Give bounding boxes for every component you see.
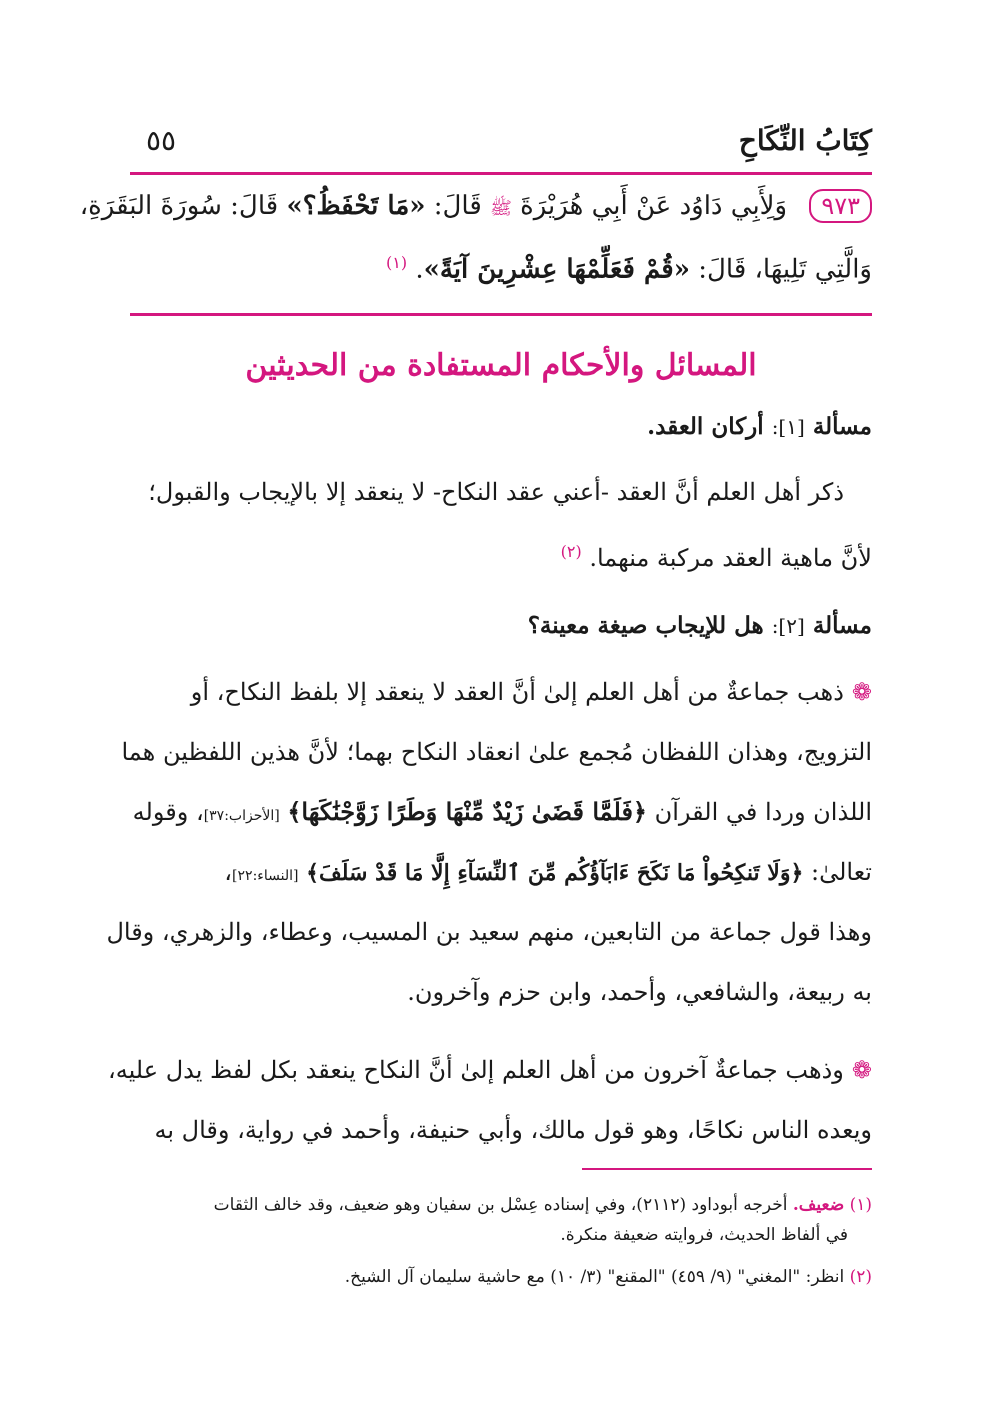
flower-bullet-icon: ❁	[851, 678, 872, 706]
honorific-icon: ﷺ	[490, 198, 512, 219]
quran-verse: ﴿فَلَمَّا قَضَىٰ زَيْدٌ مِّنْهَا وَطَرًا زَوَّجْنَٰكَهَا﴾	[287, 797, 647, 826]
hadith-quote: «قُمْ فَعَلِّمْهَا عِشْرِينَ آيَةً»	[423, 254, 690, 285]
footnote-text: أخرجه أبوداود (٢١١٢)، وفي إسناده عِسْل بن سفيان وهو ضعيف، وقد خالف الثقات	[213, 1195, 788, 1215]
hadith-quote: «مَا تَحْفَظُ؟»	[286, 191, 426, 221]
footnote-mark: (١)	[849, 1195, 872, 1215]
hadith-line-1	[79, 186, 872, 229]
issue-number: [٢]:	[771, 614, 805, 638]
hadith-text: قَالَ:	[433, 191, 482, 221]
verse-reference: [الأحزاب:٣٧]	[203, 808, 280, 824]
footnote-ref[interactable]: (٢)	[560, 542, 582, 561]
footnote-2	[130, 1262, 872, 1292]
footnote-rule	[582, 1168, 872, 1170]
footnote-line	[130, 1190, 872, 1220]
text-span: تعالىٰ:	[811, 858, 872, 886]
footnote-mark: (٢)	[849, 1267, 872, 1287]
footnote-ref[interactable]: (١)	[385, 253, 408, 272]
quran-verse: ﴿وَلَا تَنكِحُواْ مَا نَكَحَ ءَابَآؤُكُم مِّنَ ٱلنِّسَآءِ إِلَّا مَا قَدْ سَلَفَ﴾	[306, 860, 804, 886]
text-line: به ربيعة، والشافعي، وأحمد، وابن حزم وآخرون.	[407, 978, 872, 1006]
section-heading: المسائل والأحكام المستفادة من الحديثين	[245, 348, 757, 383]
text-span: ذهب جماعةٌ من أهل العلم إلىٰ أنَّ العقد لا ينعقد إلا بلفظ النكاح، أو	[190, 678, 844, 706]
footnote-1	[130, 1190, 872, 1250]
hadith-text: قَالَ: سُورَةَ البَقَرَةِ،	[79, 191, 279, 221]
issue-heading-1	[647, 413, 872, 440]
hadith-text: .	[415, 254, 424, 285]
text-line	[130, 842, 872, 902]
footnote-text: انظر: "المغني" (٩/ ٤٥٩) "المقنع" (٣/ ١٠) مع حاشية سليمان آل الشيخ.	[344, 1267, 845, 1287]
hadith-text: وَلِأَبِي دَاوُد عَنْ أَبِي هُرَيْرَةَ	[520, 191, 788, 221]
text-line: التزويج، وهذان اللفظان مُجمع علىٰ انعقاد النكاح بهما؛ لأنَّ هذين اللفظين هما	[121, 738, 872, 766]
opinion-1-paragraph	[106, 662, 872, 1022]
text-line: ويعده الناس نكاحًا، وهو قول مالك، وأبي حنيفة، وأحمد في رواية، وقال به	[154, 1116, 872, 1144]
issue-number: [١]:	[771, 415, 805, 439]
issue-label: مسألة	[812, 612, 872, 639]
text-span: اللذان وردا في القرآن	[654, 798, 872, 826]
verse-reference: [النساء:٢٢]	[232, 868, 299, 884]
text-line: ذكر أهل العلم أنَّ العقد -أعني عقد النكاح- لا ينعقد إلا بالإيجاب والقبول؛	[148, 478, 844, 506]
text-span: ، وقوله	[132, 798, 204, 826]
text-line	[130, 662, 872, 722]
issue-heading-2	[528, 612, 872, 639]
text-line	[107, 1040, 872, 1100]
grade-label: ضعيف.	[792, 1195, 845, 1215]
chapter-title: كِتَابُ النِّكَاحِ	[738, 124, 872, 157]
header-rule	[130, 172, 872, 175]
issue-title: هل للإيجاب صيغة معينة؟	[527, 612, 764, 639]
footnote-line: في ألفاظ الحديث، فروايته ضعيفة منكرة.	[560, 1225, 848, 1245]
opinion-2-paragraph	[107, 1040, 872, 1160]
section-rule	[130, 313, 872, 316]
hadith-text: وَالَّتِي تَلِيهَا، قَالَ:	[698, 254, 872, 285]
hadith-line-2	[130, 243, 872, 290]
hadith-number-badge: ٩٧٣	[809, 189, 872, 223]
text-line	[130, 782, 872, 842]
text-span: ،	[224, 858, 233, 886]
text-span: لأنَّ ماهية العقد مركبة منهما.	[589, 544, 872, 572]
issue-label: مسألة	[812, 413, 872, 440]
text-span: وذهب جماعةٌ آخرون من أهل العلم إلىٰ أنَّ النكاح ينعقد بكل لفظ يدل عليه،	[107, 1056, 844, 1084]
text-line: وهذا قول جماعة من التابعين، منهم سعيد بن المسيب، وعطاء، والزهري، وقال	[106, 918, 872, 946]
flower-bullet-icon: ❁	[851, 1056, 872, 1084]
issue-title: أركان العقد.	[647, 413, 764, 440]
issue1-paragraph	[130, 462, 872, 582]
page-number: ٥٥	[146, 124, 177, 157]
text-line	[130, 522, 872, 582]
